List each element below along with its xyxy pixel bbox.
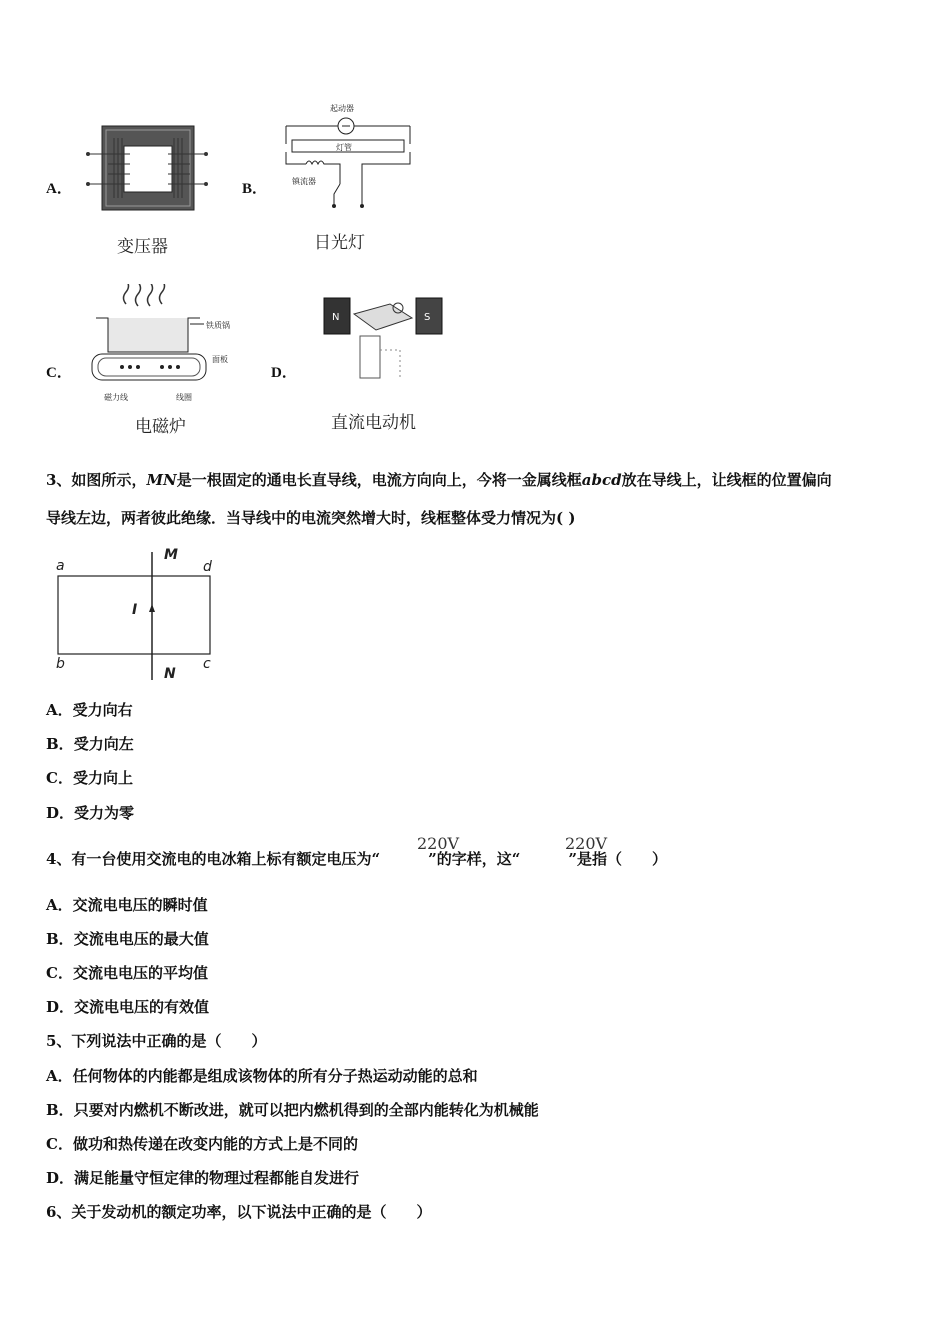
q3-stem-line1: 3、如图所示，MN是一根固定的通电长直导线，电流方向向上，今将一金属线框abcd放在导线上，让线框的位置偏向 [46,471,832,489]
panel-label: 面板 [212,355,228,364]
q5-option-d: D．满足能量守恒定律的物理过程都能自发进行 [46,1169,360,1187]
pot-label: 铁质锅 [206,321,230,330]
q5-option-b: B．只要对内燃机不断改进，就可以把内燃机得到的全部内能转化为机械能 [46,1101,539,1119]
corner-d-label: d [203,559,212,575]
dc-motor-figure [320,290,446,386]
fluorescent-lamp-caption: 日光灯 [314,233,365,253]
q3-option-d: D．受力为零 [46,804,135,822]
q3-option-a: A．受力向右 [46,701,133,719]
q5-option-c: C．做功和热传递在改变内能的方式上是不同的 [46,1135,358,1153]
q4-option-d: D．交流电电压的有效值 [46,998,210,1016]
end-n-label: N [164,666,176,682]
transformer-figure [84,118,210,218]
option-b-letter: B． [242,181,268,197]
dc-motor-caption: 直流电动机 [331,413,416,433]
end-m-label: M [164,547,178,563]
transformer-caption: 变压器 [117,237,168,257]
fluorescent-lamp-figure [278,100,418,220]
q4-option-c: C．交流电电压的平均值 [46,964,208,982]
q3-option-c: C．受力向上 [46,769,133,787]
tube-label: 灯管 [336,143,352,152]
q5-option-a: A．任何物体的内能都是组成该物体的所有分子热运动动能的总和 [46,1067,478,1085]
option-d-letter: D． [271,365,297,381]
q4-value-1: 220V [417,834,460,853]
north-label: N [332,312,340,323]
corner-c-label: c [203,656,211,672]
induction-cooker-figure [86,284,256,408]
field-lines-label: 磁力线 [104,393,128,402]
corner-a-label: a [56,558,65,574]
q4-value-2: 220V [565,834,608,853]
option-a-letter: A． [46,181,72,197]
q3-stem-line2: 导线左边，两者彼此绝缘．当导线中的电流突然增大时，线框整体受力情况为( ) [46,509,576,527]
current-label: I [132,602,138,618]
q4-option-a: A．交流电电压的瞬时值 [46,896,208,914]
q4-option-b: B．交流电电压的最大值 [46,930,209,948]
corner-b-label: b [56,656,65,672]
q4-stem: 4、有一台使用交流电的电冰箱上标有额定电压为“ ”的字样，这“ ”是指（ ） [46,850,667,868]
ballast-label: 镇流器 [292,177,316,186]
q5-stem: 5、下列说法中正确的是（ ） [46,1032,267,1050]
q6-stem: 6、关于发动机的额定功率，以下说法中正确的是（ ） [46,1203,432,1221]
q3-option-b: B．受力向左 [46,735,134,753]
starter-label: 起动器 [330,104,354,113]
wire-frame-figure [46,544,226,684]
coil-label: 线圈 [176,393,192,402]
south-label: S [424,312,431,323]
option-c-letter: C． [46,365,72,381]
induction-cooker-caption: 电磁炉 [135,417,186,437]
